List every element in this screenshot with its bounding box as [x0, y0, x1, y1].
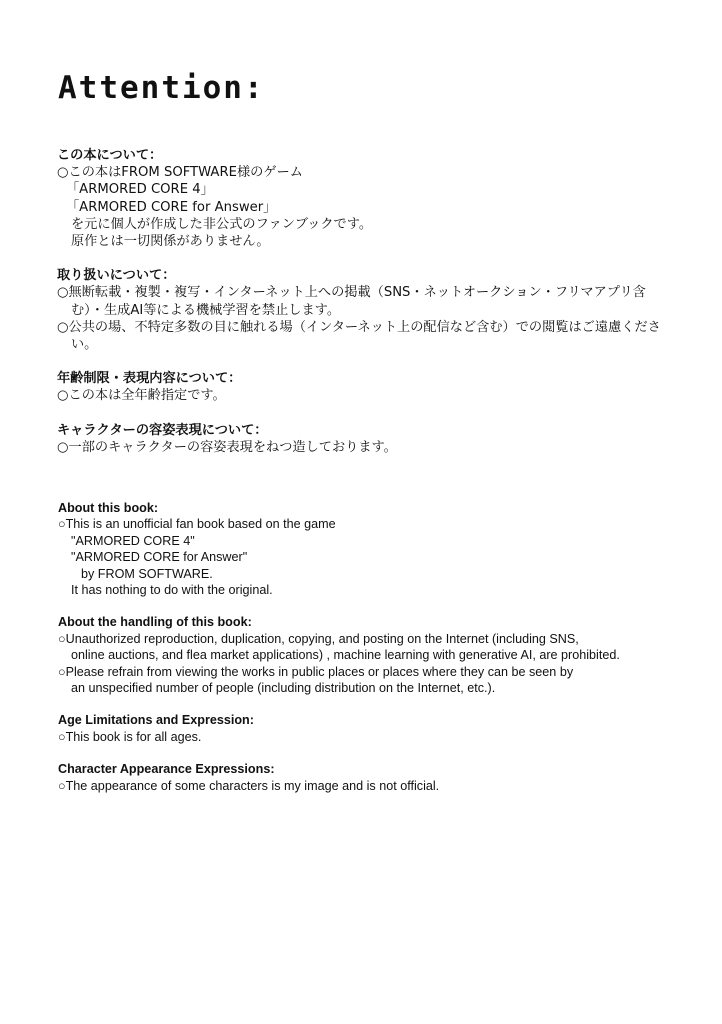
en-section-handling	[58, 614, 708, 696]
en-section-character	[58, 761, 708, 794]
en-text-line: an unspecified number of people (including distribution on the Internet, etc.).	[71, 681, 496, 696]
jp-section-character	[57, 422, 697, 456]
jp-list-item: ○一部のキャラクターの容姿表現をねつ造しております。	[57, 439, 397, 455]
en-text-line: "ARMORED CORE for Answer"	[71, 550, 248, 565]
en-section-title: About the handling of this book:	[58, 615, 252, 630]
jp-text-line: を元に個人が作成した非公式のファンブックです。	[71, 216, 373, 232]
japanese-notice	[57, 147, 697, 473]
jp-section-title: 取り扱いについて：	[57, 268, 176, 284]
jp-section-title: この本について：	[57, 148, 163, 163]
english-notice	[58, 500, 708, 810]
en-text-line: ○The appearance of some characters is my image and is not official.	[58, 778, 440, 793]
en-text-line: ○This book is for all ages.	[58, 729, 202, 744]
en-section-age	[58, 712, 708, 745]
en-text-line: It has nothing to do with the original.	[71, 583, 273, 598]
en-section-title: Age Limitations and Expression:	[58, 713, 254, 728]
jp-list-item: ○無断転載・複製・複写・インターネット上への掲載（SNS・ネットオークション・フリマアプリ含む）・生成AI等による機械学習を禁止します。	[57, 285, 646, 318]
jp-section-handling	[57, 267, 697, 353]
jp-section-title: 年齢制限・表現内容について：	[57, 371, 242, 387]
jp-text-line: 「ARMORED CORE for Answer」	[66, 199, 277, 215]
jp-list-item: ○公共の場、不特定多数の目に触れる場（インターネット上の配信など含む）での閲覧はご遠慮ください。	[57, 319, 661, 353]
en-text-line: ○Unauthorized reproduction, duplication, copying, and posting on the Internet (including SNS,	[58, 631, 579, 646]
en-text-line: by FROM SOFTWARE.	[81, 566, 213, 581]
page-title: Attention:	[58, 70, 265, 106]
en-section-title: About this book:	[58, 501, 159, 515]
jp-text-line: ○この本はFROM SOFTWARE様のゲーム	[57, 165, 303, 181]
en-text-line: ○This is an unofficial fan book based on the game	[58, 517, 336, 532]
jp-section-about-book	[57, 147, 697, 250]
jp-section-age	[57, 370, 697, 404]
jp-section-title: キャラクターの容姿表現について：	[57, 422, 268, 438]
jp-list-item: ○この本は全年齢指定です。	[57, 388, 226, 404]
jp-text-line: 原作とは一切関係がありません。	[71, 234, 270, 250]
en-text-line: "ARMORED CORE 4"	[71, 533, 195, 548]
en-text-line: online auctions, and flea market applications) , machine learning with generative AI, are prohibited.	[71, 648, 620, 663]
jp-text-line: 「ARMORED CORE 4」	[66, 182, 214, 198]
en-text-line: ○Please refrain from viewing the works in public places or places where they can be seen by	[58, 664, 574, 679]
en-section-about-book	[58, 500, 708, 598]
en-section-title: Character Appearance Expressions:	[58, 762, 275, 777]
